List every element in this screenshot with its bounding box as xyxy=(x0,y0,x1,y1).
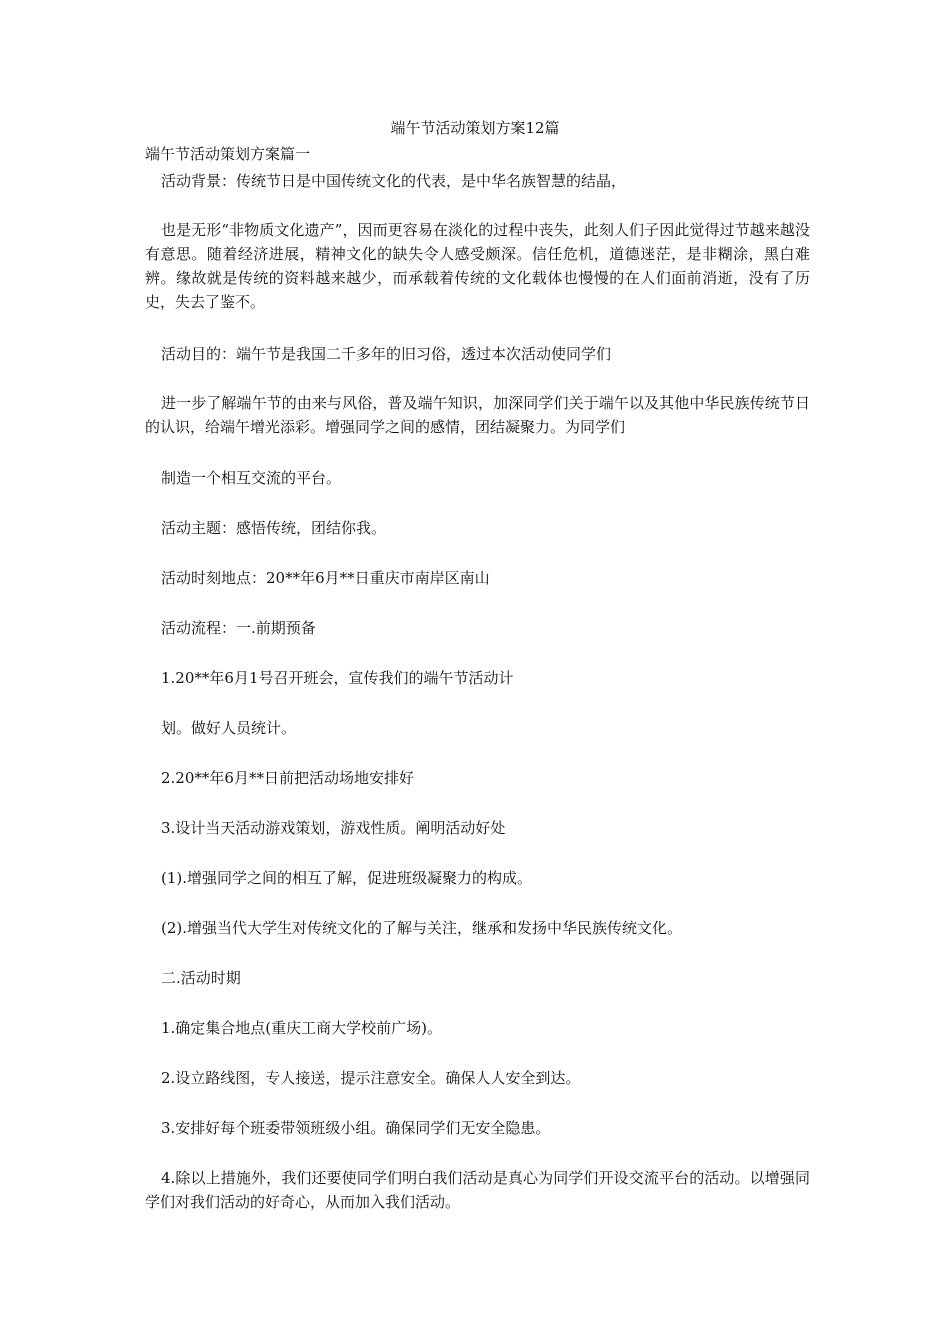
list-item: 4.除以上措施外，我们还要使同学们明白我们活动是真心为同学们开设交流平台的活动。以增强同学们对我们活动的好奇心，从而加入我们活动。 xyxy=(145,1169,810,1211)
list-item: 3.安排好每个班委带领班级小组。确保同学们无安全隐患。 xyxy=(161,1119,551,1137)
paragraph-theme: 活动主题：感悟传统，团结你我。 xyxy=(161,519,387,537)
paragraph-purpose: 活动目的：端午节是我国二千多年的旧习俗，透过本次活动使同学们 xyxy=(161,345,612,363)
list-item: 2.设立路线图，专人接送，提示注意安全。确保人人安全到达。 xyxy=(161,1069,581,1087)
list-item: 2.20**年6月**日前把活动场地安排好 xyxy=(161,769,414,787)
list-item: 1.20**年6月1号召开班会，宣传我们的端午节活动计 xyxy=(161,669,514,687)
paragraph-purpose-detail: 进一步了解端午节的由来与风俗，普及端午知识，加深同学们关于端午以及其他中华民族传统节日的认识，给端午增光添彩。增强同学之间的感情，团结凝聚力。为同学们 xyxy=(145,394,810,436)
paragraph-background-detail: 也是无形“非物质文化遗产”，因而更容易在淡化的过程中丧失，此刻人们子因此觉得过节越来越没有意思。随着经济进展，精神文化的缺失令人感受颇深。信任危机，道德迷茫，是非糊涂，黑白难辨。缘故就是传统的资料越来越少，而承载着传统的文化载体也慢慢的在人们面前消逝，没有了历史，失去了鉴不。 xyxy=(145,221,810,311)
paragraph-process: 活动流程：一.前期预备 xyxy=(161,619,316,637)
section-heading-activity: 二.活动时期 xyxy=(161,969,241,987)
list-item: (2).增强当代大学生对传统文化的了解与关注，继承和发扬中华民族传统文化。 xyxy=(161,919,683,937)
section-heading: 端午节活动策划方案篇一 xyxy=(145,145,311,163)
list-item: 3.设计当天活动游戏策划，游戏性质。阐明活动好处 xyxy=(161,819,506,837)
list-item: (1).增强同学之间的相互了解，促进班级凝聚力的构成。 xyxy=(161,869,533,887)
list-item: 1.确定集合地点(重庆工商大学校前广场)。 xyxy=(161,1019,443,1037)
list-item-continuation: 划。做好人员统计。 xyxy=(161,719,297,737)
document-title: 端午节活动策划方案12篇 xyxy=(390,119,560,137)
paragraph-background: 活动背景：传统节日是中国传统文化的代表，是中华名族智慧的结晶， xyxy=(161,172,627,190)
paragraph-platform: 制造一个相互交流的平台。 xyxy=(161,469,342,487)
paragraph-time-location: 活动时刻地点：20**年6月**日重庆市南岸区南山 xyxy=(161,569,490,587)
